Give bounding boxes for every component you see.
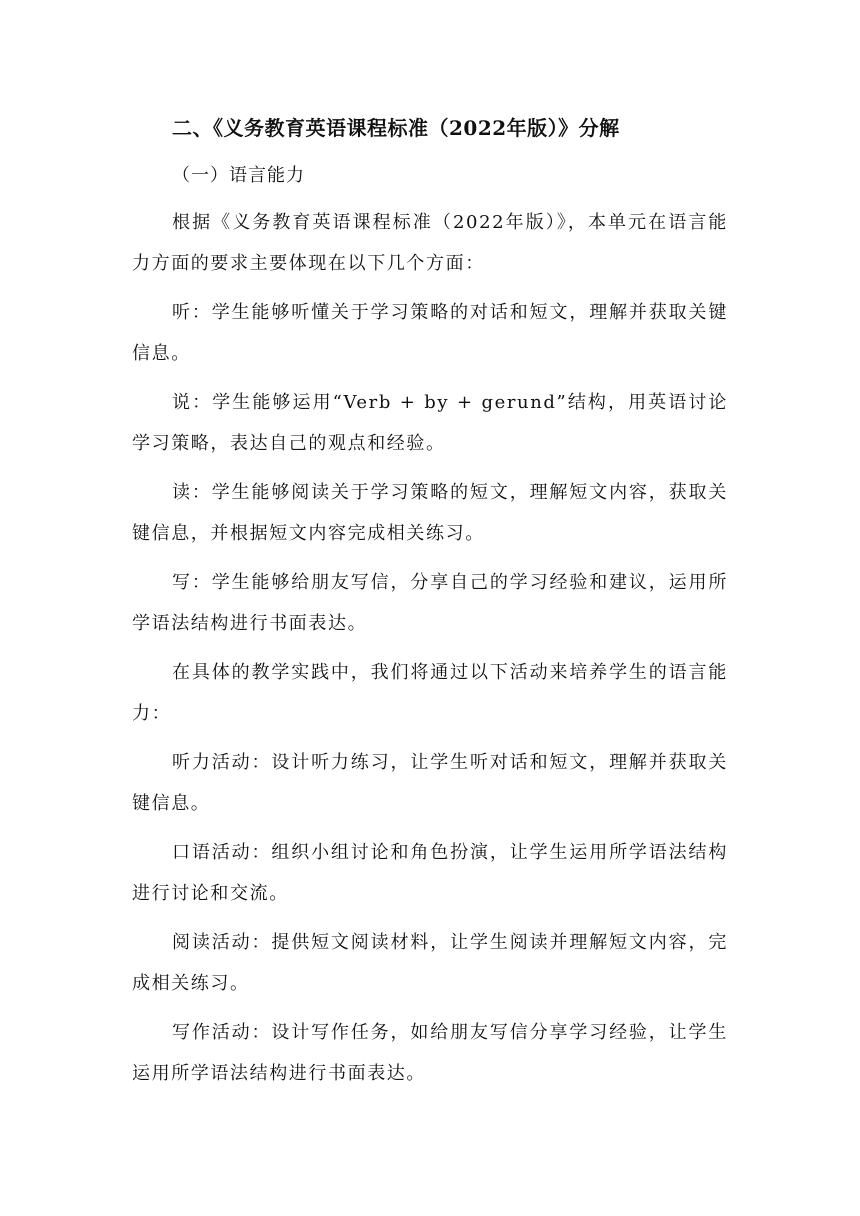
paragraph-writing: 写：学生能够给朋友写信，分享自己的学习经验和建议，运用所学语法结构进行书面表达。 <box>132 572 728 634</box>
paragraph-listening: 听：学生能够听懂关于学习策略的对话和短文，理解并获取关键信息。 <box>132 302 728 364</box>
section-heading: 二、《义务教育英语课程标准（2022年版）》分解 <box>172 116 620 140</box>
paragraph-reading: 读：学生能够阅读关于学习策略的短文，理解短文内容，获取关键信息，并根据短文内容完成相关练习。 <box>132 482 728 544</box>
paragraph-practice-intro: 在具体的教学实践中，我们将通过以下活动来培养学生的语言能力： <box>132 662 728 724</box>
paragraph-intro: 根据《义务教育英语课程标准（2022年版）》，本单元在语言能力方面的要求主要体现在以下几个方面： <box>132 212 728 274</box>
paragraph-speaking-activity: 口语活动：组织小组讨论和角色扮演，让学生运用所学语法结构进行讨论和交流。 <box>132 842 728 904</box>
paragraph-reading-activity: 阅读活动：提供短文阅读材料，让学生阅读并理解短文内容，完成相关练习。 <box>132 932 728 994</box>
paragraph-writing-activity: 写作活动：设计写作任务，如给朋友写信分享学习经验，让学生运用所学语法结构进行书面表达。 <box>132 1022 728 1084</box>
paragraph-listening-activity: 听力活动：设计听力练习，让学生听对话和短文，理解并获取关键信息。 <box>132 752 728 814</box>
subsection-heading: （一）语言能力 <box>172 165 305 186</box>
document-body <box>132 108 728 1102</box>
paragraph-speaking: 说：学生能够运用“Verb + by + gerund”结构，用英语讨论学习策略，表达自己的观点和经验。 <box>132 392 728 454</box>
